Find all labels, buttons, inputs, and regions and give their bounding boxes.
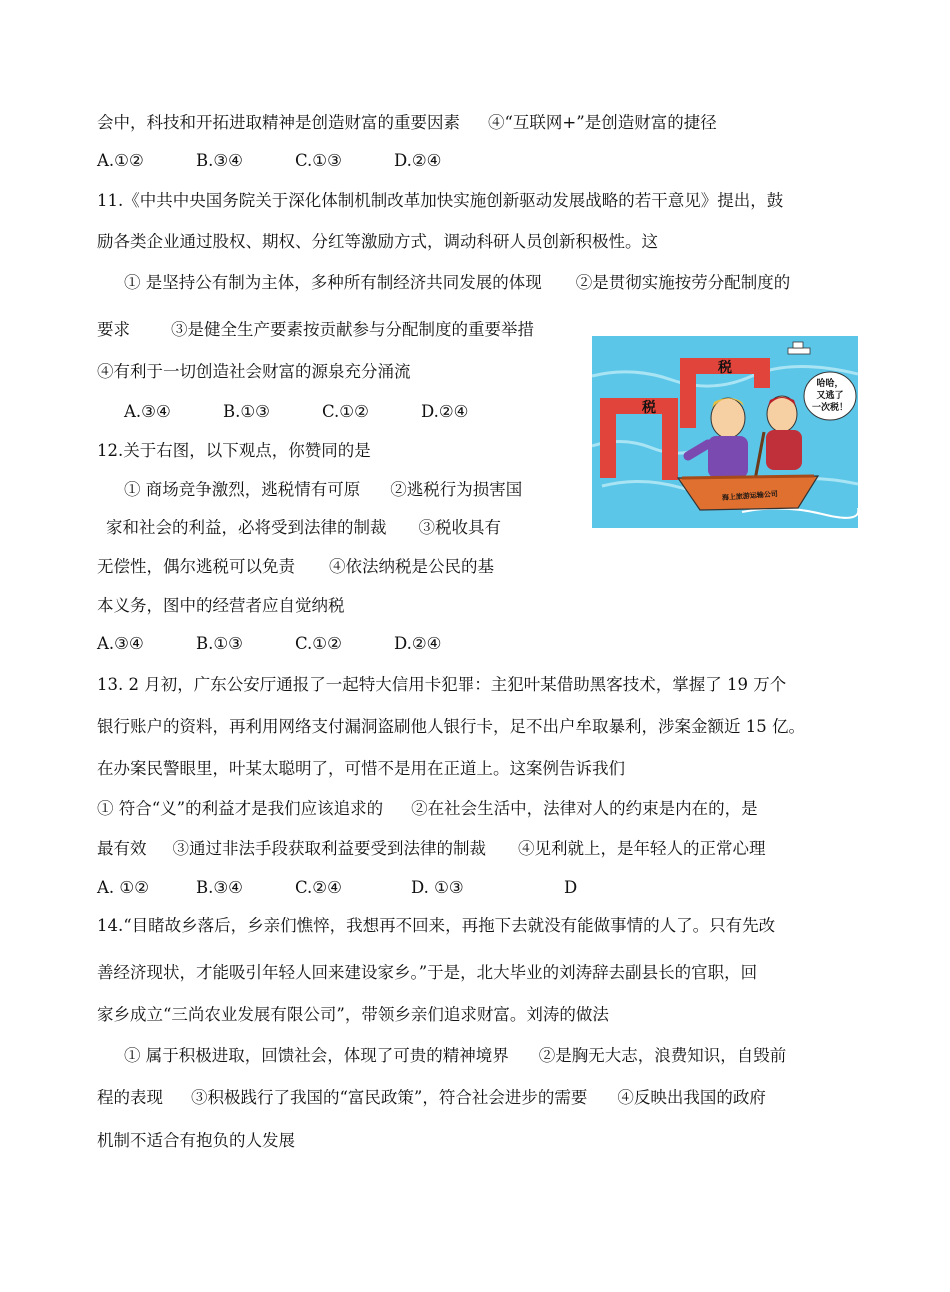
text-line — [97, 112, 717, 134]
statement-3: ③税收具有 — [418, 518, 501, 537]
svg-text:一次税！: 一次税！ — [811, 403, 849, 413]
option-b: B.①③ — [196, 634, 243, 653]
statement-4: ④见利就上，是年轻人的正常心理 — [518, 839, 766, 858]
statement-1: ① 符合“义”的利益才是我们应该追求的 — [97, 799, 384, 818]
option-a: A. ①② — [97, 878, 149, 897]
question-14-line-3: 家乡成立“三尚农业发展有限公司”，带领乡亲们追求财富。刘涛的做法 — [97, 1005, 609, 1024]
statement-2: ②是贯彻实施按劳分配制度的 — [575, 273, 791, 292]
statement-2: ②在社会生活中，法律对人的约束是内在的，是 — [411, 799, 758, 818]
question-14-line-5: 程的表现 ③积极践行了我国的“富民政策”，符合社会进步的需要 ④反映出我国的政府 — [97, 1088, 766, 1107]
speech-bubble — [804, 372, 856, 420]
statement-1: ① 商场竞争激烈，逃税情有可原 — [124, 480, 361, 499]
question-13-line-3: 在办案民警眼里，叶某太聪明了，可惜不是用在正道上。这案例告诉我们 — [97, 759, 625, 778]
question-13-line-1: 13. 2 月初，广东公安厅通报了一起特大信用卡犯罪：主犯叶某借助黑客技术，掌握了 19 万个 — [97, 675, 787, 694]
answer-options — [124, 401, 468, 423]
option-b: B.③④ — [196, 151, 243, 170]
answer-options — [97, 877, 577, 899]
option-c: C.①② — [295, 634, 342, 653]
question-14-line-6: 机制不适合有抱负的人发展 — [97, 1131, 295, 1150]
option-a: A.③④ — [124, 402, 171, 421]
question-12-line-3: 家和社会的利益，必将受到法律的制裁 ③税收具有 — [106, 518, 501, 537]
question-14-line-4 — [124, 1045, 786, 1067]
option-b: B.③④ — [196, 878, 243, 897]
option-d: D. ①③ — [411, 878, 464, 897]
question-11-line-1: 11.《中共中央国务院关于深化体制机制改革加快实施创新驱动发展战略的若干意见》提出，鼓 — [97, 191, 784, 210]
option-c: C.②④ — [295, 878, 342, 897]
question-12-line-2 — [124, 479, 522, 501]
option-d: D.②④ — [394, 151, 442, 170]
question-12-line-5: 本义务，图中的经营者应自觉纳税 — [97, 596, 345, 615]
svg-text:哈哈，: 哈哈， — [816, 379, 844, 389]
question-11-line-2: 励各类企业通过股权、期权、分红等激励方式，调动科研人员创新积极性。这 — [97, 232, 658, 251]
statement-1: ① 属于积极进取，回馈社会，体现了可贵的精神境界 — [124, 1046, 509, 1065]
statement-3: ③通过非法手段获取利益要受到法律的制裁 — [172, 839, 486, 858]
question-11-line-3 — [124, 272, 790, 294]
statement-3: ③积极践行了我国的“富民政策”，符合社会进步的需要 — [191, 1088, 588, 1107]
option-d: D.②④ — [394, 634, 442, 653]
question-11-line-4: 要求 ③是健全生产要素按贡献参与分配制度的重要举措 — [97, 320, 534, 339]
tax-evasion-cartoon — [592, 336, 858, 528]
statement-3: ③是健全生产要素按贡献参与分配制度的重要举措 — [171, 320, 534, 339]
statement-1: ① 是坚持公有制为主体，多种所有制经济共同发展的体现 — [124, 273, 542, 292]
statement-2: ②逃税行为损害国 — [390, 480, 523, 499]
boat-label: 海上旅游运输公司 — [721, 490, 779, 502]
question-12-line-1: 12.关于右图，以下观点，你赞同的是 — [97, 441, 371, 460]
statement-2: ②是胸无大志，浪费知识，自毁前 — [538, 1046, 787, 1065]
question-14-line-1: 14.“目睹故乡落后，乡亲们憔悴，我想再不回来，再拖下去就没有能做事情的人了。只有先改 — [97, 916, 776, 935]
answer-options — [97, 150, 441, 172]
boat — [678, 476, 818, 510]
answer-mark: D — [564, 878, 578, 897]
svg-text:又逃了: 又逃了 — [816, 391, 844, 401]
option-d: D.②④ — [421, 402, 469, 421]
question-13-line-2: 银行账户的资料，再利用网络支付漏洞盗刷他人银行卡，足不出户牟取暴利，涉案金额近 15 亿。 — [97, 717, 805, 736]
question-14-line-2: 善经济现状，才能吸引年轻人回来建设家乡。”于是，北大毕业的刘涛辞去副县长的官职，回 — [97, 963, 758, 982]
tax-label: 税 — [718, 360, 732, 376]
statement-4: ④有利于一切创造社会财富的源泉充分涌流 — [97, 362, 411, 381]
option-a: A.③④ — [97, 634, 144, 653]
option-b: B.①③ — [223, 402, 270, 421]
question-13-line-4 — [97, 798, 758, 820]
tax-label: 税 — [642, 400, 656, 416]
option-c: C.①② — [322, 402, 369, 421]
option-a: A.①② — [97, 151, 144, 170]
answer-options — [97, 633, 441, 655]
text-fragment: 会中，科技和开拓进取精神是创造财富的重要因素 — [97, 113, 460, 132]
question-12-line-4: 无偿性，偶尔逃税可以免责 ④依法纳税是公民的基 — [97, 557, 494, 576]
statement-4: ④依法纳税是公民的基 — [329, 557, 494, 576]
question-13-line-5: 最有效 ③通过非法手段获取利益要受到法律的制裁 ④见利就上，是年轻人的正常心理 — [97, 839, 766, 858]
text-fragment: ④“互联网+”是创造财富的捷径 — [488, 113, 717, 132]
statement-4: ④反映出我国的政府 — [617, 1088, 766, 1107]
option-c: C.①③ — [295, 151, 342, 170]
